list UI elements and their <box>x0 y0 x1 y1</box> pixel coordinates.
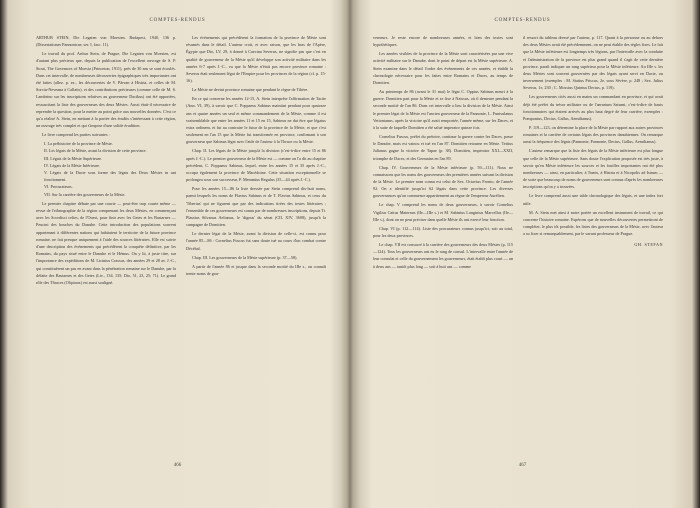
list-item: I. La préhistoire de la province de Mésie. <box>44 141 113 147</box>
paragraph: Le livre comprend aussi une table chronologique des légats, et une index fort utile. <box>523 193 663 206</box>
paragraph: Le chap. V comprend les noms de deux gouverneurs, à savoir Cornelius Vigilius Cattus Maternus (IIe—IIIe s.) et M. Sabinius Longinius Marcellus (IIe—IIIe s.), dont on ne peut préciser dans quelle Mésie ils ont exercé leur fonction. <box>373 202 513 222</box>
paragraph: Chap. III. Les gouverneurs de la Mésie supérieure (p. 37—58). <box>192 254 298 260</box>
paragraph: Le travail du prof. Arthur Stein, de Prague, Die Legaten von Moesien, est d'autant plus précieux que, depuis la publication de l'excellent ouvrage de S. P. Stout, The Governors of Moesia (Princeton, 1911), près de 30 ans se sont écoulés. Dans cet intervalle, de nombreuses découvertes épigraphiques très importantes ont été faites (allez. p. ex., les découvertes de V. Pârvan à Histria, et celles de M. Sorciu-Neveana à Callatis), et des contributions précieuses (comme celle de M. S. Lambrino sur les inscriptions relatives au gouverneur Dacikus) ont été apportées, ressuscitant la liste des gouverneurs des deux Mésies. Aussi était-il nécessaire de reprendre la question, pour la mettre au point grâce aux nouvelles données. C'est ce qu'a réalisé A. Stein, en mettant à la portée des érudits s'intéressant à cette région, un ouvrage très complet et qui s'impose d'une solide érudition. <box>36 51 176 129</box>
paragraph: Pour les années 15—86 la liste dressée par Stein comprend dix-huit noms, parmi lesquels les noms de Flavius Sabinus et de T. Flavius Sabinus, et ceux du 'Tiberius' qui ne figurent que par des indications tirées des textes littéraires ; l'ensemble de ces gouverneurs est connu par de nombreuses inscriptions, depuis Ti. Plautius Silvanus Aelianus, le 'dignus' du sénat (CIL XIV, 3608), jusqu'à la campagne de Domitien. <box>186 186 326 228</box>
list-item: II. Les légats de la Mésie, avant la division de cette province. <box>44 148 147 154</box>
paragraph: A partir de l'année 86 et jusque dans la seconde moitié du IIIe s., on connaît trente noms de gou- <box>186 263 326 276</box>
left-column-1 <box>36 34 176 446</box>
right-column-2 <box>523 34 663 446</box>
paragraph: P. 119—123, on détermine la place de la Mésie par rapport aux autres provinces romaines et la carrière de certains légats des provinces danubiennes. On remarque aussi la fréquence des légats (Pannonie, Pannonie, Decius, Gallus, Aemilianus). <box>523 125 663 145</box>
right-page <box>355 0 690 508</box>
paragraph: M. A. Stein met ainsi à notre portée un excellent instrument de travail, ce qui concerne l'histoire romaine. Espérons que de nouvelles découvertes permettront de compléter, le plus tôt possible, les listes des gouverneurs de la Mésie, avec l'auteur a su fixer si remarquablement, par le savant professeur de Prague. <box>523 209 663 237</box>
list-item: VI. Procurateurs. <box>44 184 73 190</box>
paragraph: Chap. VI (p. 112—114). Liste des procurateurs connus jusqu'ici, soit au total, pour les deux provinces. <box>373 225 513 239</box>
paragraph: Les années visibles de la province de la Mésie sont caractérisées par une vive activité militaire sur le Danube, dont le point de départ est la Mésie supérieure. A. Stein examine dans le détail l'ordre des événements de ces années, et établit la chronologie nécessaire pour les faites entre Romains et Daces, au temps de Domitien. <box>373 51 513 86</box>
paragraph: Le dernier légat de la Mésie, avant la division de celle-ci, est connu pour l'année 85—86 : Cornelius Fuscus fut sans doute tué au cours d'un combat contre Décébal. <box>186 231 326 251</box>
right-running-head: COMPTES-RENDUS <box>494 18 551 23</box>
paragraph: L'auteur remarque que la liste des légats de la Mésie inférieure est plus longue que celle de la Mésie supérieure. Sans doute l'explication proposée est très juste, à savoir qu'en Mésie inférieure les sources et les fouilles importantes ont été plus nombreuses — ainsi, en particulier, à Tomis, à Histria et à Nicopolis ad Istrum — de sorte que beaucoup de noms de gouverneurs sont connus d'après les nombreuses inscriptions qu'on y a trouvées. <box>523 148 663 190</box>
paragraph: En ce qui concerne les années 12-15, A. Stein interprète l'affirmation de Tacite (Ann. VI, 39), à savoir que C. Poppaeus Sabinus maintint pendant pour quatorze ans et quatre années un seul et même commandement de la Mésie, comme il est vraisemblable que entre les années 11 et 15 en 15, Sabinus ne dut être que légatus extra ordinem, et fut au contraire le futur de la province de la Mésie, et que c'est seulement en l'an 15 que la Mésie fut transformée en province, confirmant à son gouverneur que Sabinus légat avec l'aide de l'auteur à la Thrace ou la Mésie. <box>186 96 326 145</box>
paragraph: Le chap. VII est consacré à la carrière des gouverneurs des deux Mésies (p. 115—124). Tous les gouverneurs ont eu le rang de consul. L'intervalle entre l'année de leur consulat et celle du gouvernement les gouverneurs, était établi plus court — un à deux ans — tantôt plus long — soit à huit ans — comme <box>373 242 513 269</box>
paragraph: Chap. IV. Gouverneurs de la Mésie inférieure (p. 59—111). Nous ne connaissons que les noms des gouverneurs des premières années suivant la division de la Mésie. Le premier nom connu est celui de Sex. Octavius Fronto, de l'année 92. On a identifié jusqu'ici 62 légats dans cette province. Les diverses gouvernances qu'on commence appartiennent au règne de l'empereur Aurélien. <box>373 164 513 199</box>
paragraph: Le livre comprend les parties suivantes : <box>42 132 110 138</box>
paragraph: Les événements qui précédèrent la formation de la province de Mésie sont résumés dans le détail. L'auteur croit, et avec raison, que les bras de l'Apère, Égypte que Dio, LV, 29, à donné à Caecina Severus, ne signifie pas que c'est en qualité de gouverneur de la Mésie qu'il développe son activité militaire dans les années 6-7 après J.-C., vu que la Mésie n'était pas encore province romaine : Severus était seulement légat de l'Empire pour les provinces de la région (cf. p. 15-16). <box>186 35 326 84</box>
list-item: VII. Sur la carrière des gouverneurs de la Mésie. <box>44 191 126 197</box>
left-page-number: 466 <box>173 463 182 468</box>
paragraph: La Mésie ne devint province romaine que pendant le règne de Tibère. <box>192 87 309 93</box>
left-page <box>10 0 345 508</box>
paragraph: verneurs. Je reste encore de nombreuses années, et bien des textes sont hypothétiques. <box>373 35 513 48</box>
paragraph: Au printemps de 86 (avant le 31 mai) le légat C. Oppius Sabinus meurt à la guerre. Domitien part pour la Mésie et se fixe à Naissus, où il demeure pendant la seconde moitié de l'an 86. Dans cet intervalle a lieu la division de la Mésie. Ainsi le premier légat de la Mésie est l'ancien gouverneur de la Pannonie, L. Funisulanus Vettonianus, après la victoire qu'il avait remportée, l'année même, sur les Daces, et à la suite de laquelle Domitien a été salué imperator quinze fois. <box>373 89 513 131</box>
right-column-1 <box>373 34 513 446</box>
right-page-number: 467 <box>518 463 527 468</box>
list-item: IV. Légats de la Mésie Inférieure. <box>44 162 101 168</box>
paragraph: Chap. II. Les légats de la Mésie jusqu'à la division (c'est-à-dire entre 15 et 86 après J.-C.). Le premier gouverneur de la Mésie est — comme on l'a dit au chapitre précédent, C. Poppaeus Sabinus, lequel, entre les années 15 et 35 après J.-C., occupa également la province de Macédoine. Cette situation exceptionnelle se prolongea sous son successeur, P. Memmius Regulus (35—44 après J.-C.). <box>186 148 326 183</box>
list-item: III. Légats de la Mésie Supérieure. <box>44 155 103 161</box>
list-item: V. Légats de la Dacie sous forme des légats des Deux Mésies in uni fonctionnent. <box>44 170 176 183</box>
paragraph: Le premier chapitre débute par une courte — peut-être trop courte même — revue de l'ethnographie de la région comprenant les deux Mésies, en commençant avec les Scordisci celtes, de l'Ouest, pour finir avec les Getes et les Bastarnes — Peucini des bouches du Danube. Cette introduction des populations souvent appartenant à différentes nations qui habitaient le territoire de la future province romaine, ne fait presque uniquement à l'aide des sources littéraires. Elle est suivie d'une description des événements qui précédèrent la conquête définitive, par les Romains, du pays situé entre le Danube et le Hémus. On y lit, à juste titre, sur l'importance des expéditions de M. Licinius Crassus, des années 29 et 28 av. J.-C., qui constituèrent un pas en avant dans la pénétration romaine sur le Danube, par la défaite des Bastarnes et des Getes (Liv., 134, 135; Dio, 51, 23, 25; 71). Le grand rôle des Thraces (Oδρύσαι) est aussi souligné. <box>36 200 176 286</box>
left-running-head: COMPTES-RENDUS <box>149 18 206 23</box>
paragraph: Cornelius Fuscus, préfet du prétoire, continue la guerre contre les Daces, passe le Danube, mais est vaincu et tué en l'an 87. Domitien retourne en Mésie. Tettius Julianus gagne la victoire de Tapae (p. 38). Domitien, imperator XXI—XXII, triomphe de Daces, et des Germains en l'an 89. <box>373 134 513 161</box>
paragraph: Les gouverneurs cités aussi en mains un commandant en province, et qui avait déjà été préfet du trésor militaire ou de l'aerarium Saturni, c'est-à-dire de hauts fonctionnaires qui étaient arrivés au plus haut degré de leur carrière, exemples : Pomponius, Decius, Gallus, Aemilianus). <box>523 94 663 122</box>
review-heading: ARTHUR STEIN, Die Legaten von Moesien. Budapest, 1940, 136 p. (Dissertationes Pannonicae, ser. I, fasc. 11). <box>36 35 176 48</box>
paragraph: il ressort du tableau dressé par l'auteur, p. 117. Quant à la personne ou au dehors des deux Mésies avait été précédemment, on ne peut établir des règles fixes. Le fait que la Mésie inférieure est longtemps très légions, par l'intervalle avec la conduite et l'administration de la province est plus grand quand il s'agit de cette dernière province, paraît indiquer un rang supérieur pour la Mésie inférieure. Au IIIe s. les deux Mésies sont souvent gouvernées par des légats ayant servi en Dacie, ou inversement (exemples : M. Statius Priscus, 2e, sous Sévère, p. 248 ; Sex. Julius Severus, 1e, 230 ; C. Mossius Quintus Decius, p. 119). <box>523 35 663 91</box>
contents-list <box>36 140 176 198</box>
reviewer-signature: GH. STEFAN <box>634 242 663 248</box>
left-column-2 <box>186 34 326 446</box>
